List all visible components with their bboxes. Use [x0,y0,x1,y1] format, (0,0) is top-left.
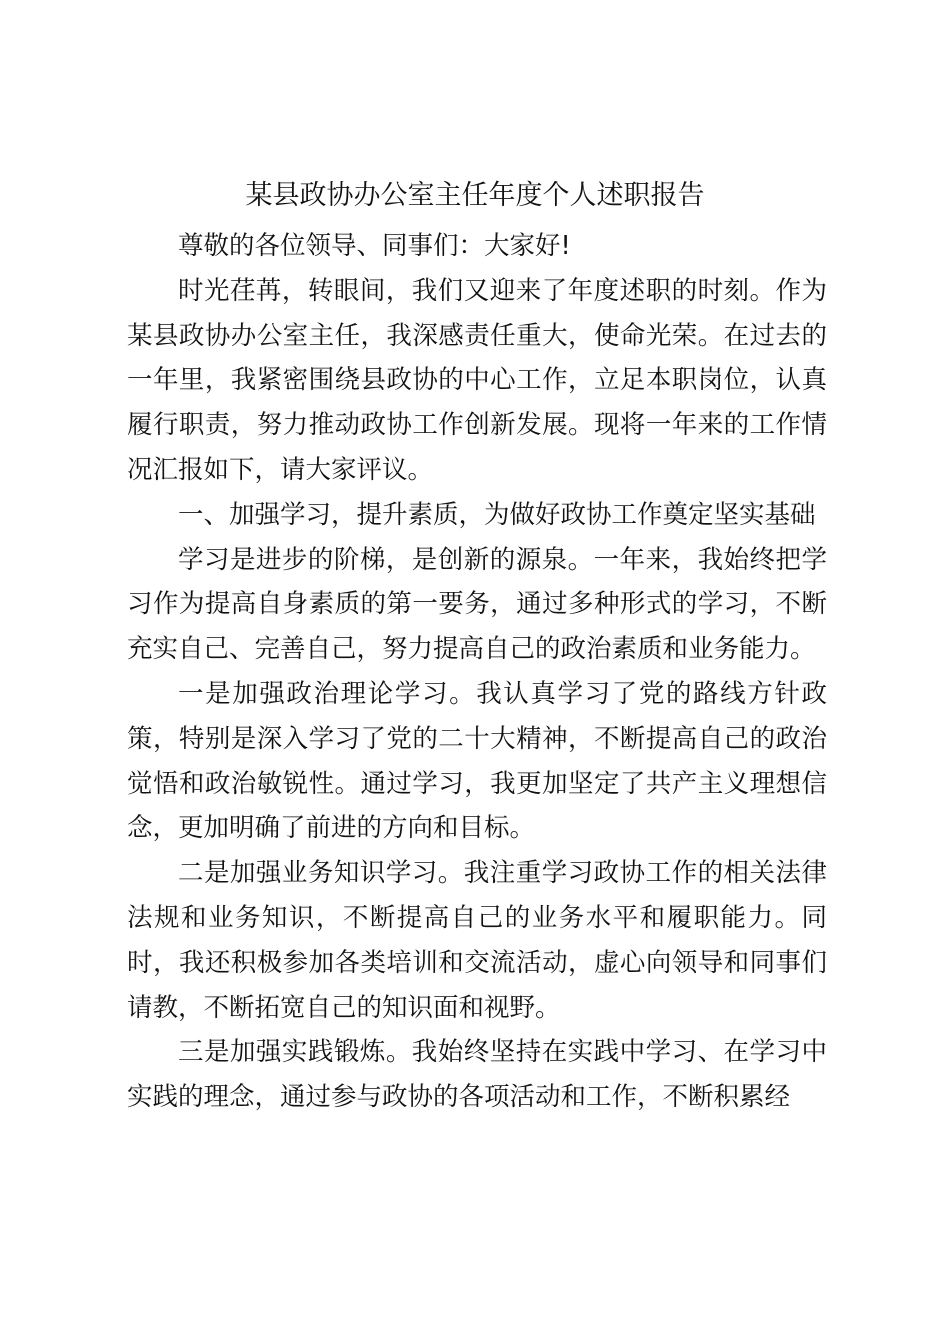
document-body [127,224,827,1120]
section-1-intro-paragraph: 学习是进步的阶梯，是创新的源泉。一年来，我始终把学习作为提高自身素质的第一要务，通过多种形式的学习，不断充实自己、完善自己，努力提高自己的政治素质和业务能力。 [127,544,827,665]
section-heading-1: 一、加强学习，提升素质，为做好政协工作奠定坚实基础 [178,499,816,530]
practice-paragraph: 三是加强实践锻炼。我始终坚持在实践中学习、在学习中实践的理念，通过参与政协的各项活动和工作，不断积累经 [127,1037,827,1113]
business-study-paragraph: 二是加强业务知识学习。我注重学习政协工作的相关法律法规和业务知识，不断提高自己的业务水平和履职能力。同时，我还积极参加各类培训和交流活动，虚心向领导和同事们请教，不断拓宽自己的知识面和视野。 [127,858,827,1023]
political-study-paragraph: 一是加强政治理论学习。我认真学习了党的路线方针政策，特别是深入学习了党的二十大精神，不断提高自己的政治觉悟和政治敏锐性。通过学习，我更加坚定了共产主义理想信念，更加明确了前进的方向和目标。 [127,678,827,844]
greeting-paragraph: 尊敬的各位领导、同事们：大家好! [178,231,571,261]
intro-paragraph: 时光荏苒，转眼间，我们又迎来了年度述职的时刻。作为某县政协办公室主任，我深感责任重大，使命光荣。在过去的一年里，我紧密围绕县政协的中心工作，立足本职岗位，认真履行职责，努力推动政协工作创新发展。现将一年来的工作情况汇报如下，请大家评议。 [127,275,827,485]
document-title: 某县政协办公室主任年度个人述职报告 [245,180,705,211]
